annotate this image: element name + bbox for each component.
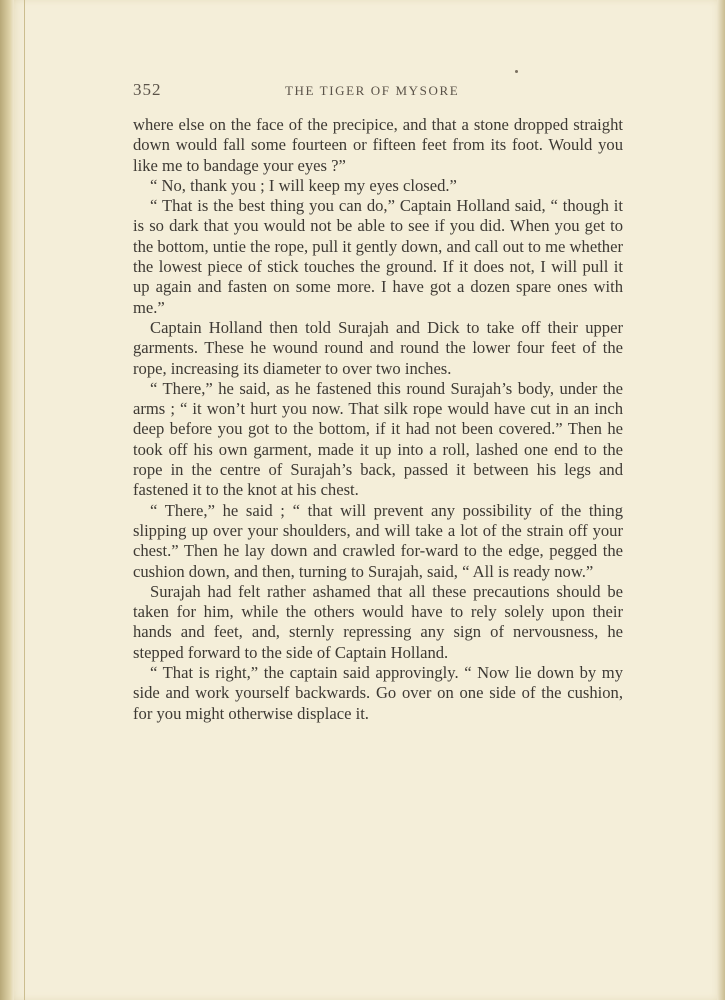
binding-gutter [0, 0, 14, 1000]
gutter-line [24, 0, 25, 1000]
page-number: 352 [133, 80, 162, 99]
paragraph-8: “ That is right,” the captain said approvingly. “ Now lie down by my side and work yourself backwards. Go over on one side of the cushion, for you might otherwise displace it. [133, 663, 623, 723]
paragraph-1: where else on the face of the precipice, and that a stone dropped straight down would fall some fourteen or fifteen feet from its foot. Would you like me to bandage your eyes ?” [133, 115, 623, 175]
paragraph-4: Captain Holland then told Surajah and Dick to take off their upper garments. These he wound round and round the lower four feet of the rope, increasing its diameter to over two inches. [133, 317, 623, 378]
body-text [133, 115, 623, 724]
paragraph-5: “ There,” he said, as he fastened this round Surajah’s body, under the arms ; “ it won’t hurt you now. That silk rope would have cut in an inch deep before you got to the bottom, if it had not been covered.” Then he took off his own garment, made it up into a roll, lashed one end to the rope in the centre of Surajah’s back, passed it between his legs and fastened it to the knot at his chest. [133, 378, 623, 500]
paragraph-7: Surajah had felt rather ashamed that all these precautions should be taken for him, while the others would have to rely solely upon their hands and feet, and, sternly repressing any sign of nervousness, he stepped forward to the side of Captain Holland. [133, 581, 623, 662]
paragraph-6: “ There,” he said ; “ that will prevent any possibility of the thing slipping up over your shoulders, and will take a lot of the strain off your chest.” Then he lay down and crawled for-ward to the edge, pegged the cushion down, and then, turning to Surajah, said, “ All is ready now.” [133, 500, 623, 581]
page-header [133, 80, 623, 104]
paper-speck [515, 70, 518, 73]
page-edge [717, 0, 725, 1000]
running-head: THE TIGER OF MYSORE [285, 83, 460, 98]
paragraph-3: “ That is the best thing you can do,” Captain Holland said, “ though it is so dark that you would not be able to see if you did. When you get to the bottom, untie the rope, pull it gently down, and call out to me whether the lowest piece of stick touches the ground. If it does not, I will pull it up again and fasten on some more. I have got a dozen spare ones with me.” [133, 196, 623, 317]
paragraph-2: “ No, thank you ; I will keep my eyes closed.” [150, 175, 457, 195]
